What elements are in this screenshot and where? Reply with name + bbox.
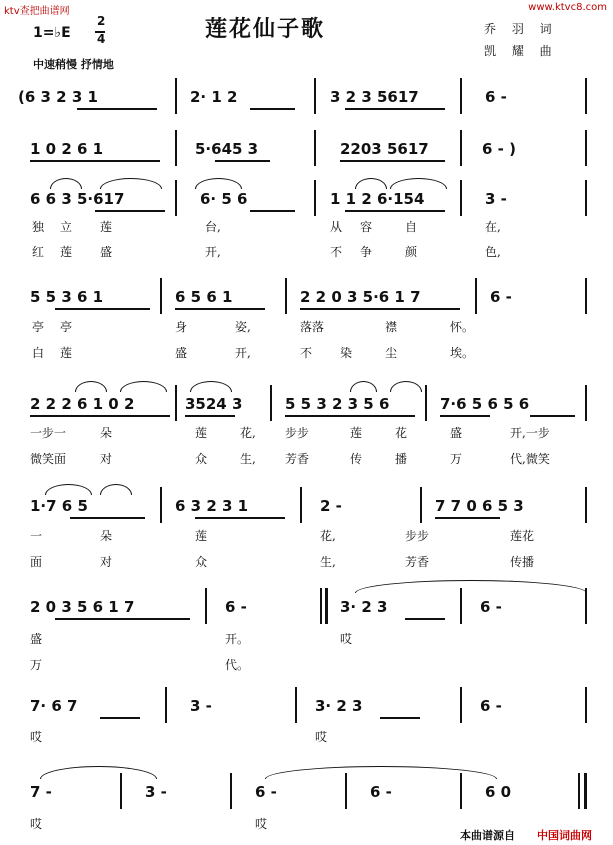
barline <box>585 687 587 723</box>
lyric-9-1-1: 哎 <box>30 817 43 831</box>
slur <box>120 381 167 392</box>
measure-9-1: 7 - <box>30 783 52 801</box>
barline <box>460 687 462 723</box>
lyric-4-1-3: 身 <box>175 320 188 334</box>
lyric-3-2-3: 盛 <box>100 245 113 259</box>
barline <box>475 278 477 314</box>
measure-4-1: 5 5 3 6 1 <box>30 288 104 306</box>
slur <box>75 381 107 392</box>
underline <box>435 517 500 519</box>
lyric-3-1-3: 莲 <box>100 220 113 234</box>
lyric-4-2-1: 白 <box>32 346 45 360</box>
lyric-7-1-2: 开。 <box>225 632 250 646</box>
underline <box>100 717 140 719</box>
lyric-3-1-1: 独 <box>32 220 45 234</box>
lyric-5-2-8: 万 <box>450 452 463 466</box>
barline <box>320 588 322 624</box>
measure-9-2: 3 - <box>145 783 167 801</box>
lyric-3-2-6: 争 <box>360 245 373 259</box>
barline <box>175 180 177 216</box>
barline <box>270 385 272 421</box>
underline <box>440 415 490 417</box>
lyric-7-1-1: 盛 <box>30 632 43 646</box>
underline <box>250 108 295 110</box>
lyric-5-2-7: 播 <box>395 452 408 466</box>
underline <box>345 210 445 212</box>
slur <box>265 766 497 779</box>
lyric-5-2-5: 芳香 <box>285 452 310 466</box>
barline <box>325 588 328 624</box>
watermark-right: www.ktvc8.com <box>528 2 607 13</box>
lyric-3-1-7: 自 <box>405 220 418 234</box>
lyric-4-1-7: 怀。 <box>450 320 475 334</box>
lyricist: 乔 羽 词 <box>484 22 558 36</box>
lyric-3-2-1: 红 <box>32 245 45 259</box>
measure-5-4: 7·6 5 6 5 6 <box>440 395 530 413</box>
lyric-7-2-1: 万 <box>30 658 43 672</box>
barline <box>585 278 587 314</box>
measure-3-2: 6· 5 6 <box>200 190 248 208</box>
barline <box>460 78 462 114</box>
measure-4-4: 6 - <box>490 288 512 306</box>
lyric-9-1-2: 哎 <box>255 817 268 831</box>
barline <box>585 385 587 421</box>
measure-2-1: 1 0 2 6 1 <box>30 140 104 158</box>
lyric-3-1-2: 立 <box>60 220 73 234</box>
tempo-marking: 中速稍慢 抒情地 <box>33 58 114 71</box>
lyric-4-2-3: 盛 <box>175 346 188 360</box>
lyric-6-1-5: 步步 <box>405 529 430 543</box>
lyric-4-2-2: 莲 <box>60 346 73 360</box>
measure-1-2: 2· 1 2 <box>190 88 238 106</box>
lyric-3-1-6: 容 <box>360 220 373 234</box>
watermark-left: ktv查把曲谱网 <box>4 6 70 17</box>
barline <box>314 130 316 166</box>
lyric-8-1-2: 哎 <box>315 730 328 744</box>
measure-2-3: 2203 5617 <box>340 140 429 158</box>
lyric-7-1-3: 哎 <box>340 632 353 646</box>
slur <box>190 381 232 392</box>
underline <box>300 308 460 310</box>
lyric-6-2-1: 面 <box>30 555 43 569</box>
measure-6-1: 1·7 6 5 <box>30 497 88 515</box>
barline <box>585 180 587 216</box>
lyric-6-2-5: 芳香 <box>405 555 430 569</box>
lyric-5-2-4: 生, <box>240 452 256 466</box>
underline <box>345 108 445 110</box>
lyric-5-1-1: 一步一 <box>30 426 67 440</box>
lyric-5-2-1: 微笑面 <box>30 452 67 466</box>
lyric-6-2-6: 传播 <box>510 555 535 569</box>
underline <box>185 415 235 417</box>
slur <box>45 484 92 495</box>
lyric-4-2-8: 埃。 <box>450 346 475 360</box>
lyric-8-1-1: 哎 <box>30 730 43 744</box>
measure-3-3: 1 1 2 6·154 <box>330 190 425 208</box>
lyric-3-2-4: 开, <box>205 245 221 259</box>
lyric-5-1-7: 花 <box>395 426 408 440</box>
source-text: 本曲谱源自 <box>460 829 515 842</box>
barline <box>460 180 462 216</box>
lyric-3-1-8: 在, <box>485 220 501 234</box>
slur <box>40 766 157 779</box>
barline <box>230 773 232 809</box>
lyric-3-2-8: 色, <box>485 245 501 259</box>
measure-5-2: 3524 3 <box>185 395 243 413</box>
barline <box>460 130 462 166</box>
barline <box>585 78 587 114</box>
lyric-4-2-6: 染 <box>340 346 353 360</box>
lyric-5-2-3: 众 <box>195 452 208 466</box>
slur <box>195 178 242 189</box>
barline <box>165 687 167 723</box>
lyric-3-1-5: 从 <box>330 220 343 234</box>
underline <box>30 415 170 417</box>
measure-9-4: 6 - <box>370 783 392 801</box>
barline <box>175 130 177 166</box>
barline <box>285 278 287 314</box>
lyric-6-2-3: 众 <box>195 555 208 569</box>
slur <box>355 178 387 189</box>
underline <box>55 308 150 310</box>
measure-7-1: 2 0 3 5 6 1 7 <box>30 598 135 616</box>
measure-7-3: 3· 2 3 <box>340 598 388 616</box>
measure-1-4: 6 - <box>485 88 507 106</box>
underline <box>195 517 285 519</box>
slur <box>390 381 422 392</box>
barline <box>314 78 316 114</box>
underline <box>77 108 157 110</box>
lyric-3-2-7: 颜 <box>405 245 418 259</box>
lyric-3-2-5: 不 <box>330 245 343 259</box>
lyric-6-2-4: 生, <box>320 555 336 569</box>
measure-1-1: (6 3 2 3 1 <box>18 88 98 106</box>
lyric-5-2-9: 代,微笑 <box>510 452 550 466</box>
measure-2-2: 5·645 3 <box>195 140 259 158</box>
lyric-6-1-4: 花, <box>320 529 336 543</box>
measure-9-3: 6 - <box>255 783 277 801</box>
measure-8-1: 7· 6 7 <box>30 697 78 715</box>
barline <box>584 773 587 809</box>
barline <box>314 180 316 216</box>
composer: 凯 耀 曲 <box>484 44 558 58</box>
barline <box>160 278 162 314</box>
barline <box>585 130 587 166</box>
lyric-3-1-4: 台, <box>205 220 221 234</box>
slur <box>100 484 132 495</box>
measure-8-4: 6 - <box>480 697 502 715</box>
barline <box>585 487 587 523</box>
measure-4-3: 2 2 0 3 5·6 1 7 <box>300 288 421 306</box>
time-signature-bottom: 4 <box>97 32 106 46</box>
lyric-4-1-4: 姿, <box>235 320 251 334</box>
slur <box>355 580 587 593</box>
lyric-6-1-1: 一 <box>30 529 43 543</box>
lyric-5-1-6: 莲 <box>350 426 363 440</box>
underline <box>30 160 160 162</box>
lyric-5-2-2: 对 <box>100 452 113 466</box>
lyric-5-1-3: 莲 <box>195 426 208 440</box>
lyric-7-2-2: 代。 <box>225 658 250 672</box>
underline <box>285 415 415 417</box>
lyric-4-2-4: 开, <box>235 346 251 360</box>
lyric-6-2-2: 对 <box>100 555 113 569</box>
measure-6-4: 7 7 0 6 5 3 <box>435 497 524 515</box>
underline <box>55 618 190 620</box>
lyric-5-1-4: 花, <box>240 426 256 440</box>
barline <box>460 588 462 624</box>
barline <box>578 773 580 809</box>
underline <box>95 210 165 212</box>
lyric-4-2-5: 不 <box>300 346 313 360</box>
measure-5-3: 5 5 3 2 3 5 6 <box>285 395 390 413</box>
measure-9-5: 6 0 <box>485 783 512 801</box>
lyric-5-1-9: 开,一步 <box>510 426 550 440</box>
lyric-4-1-5: 落落 <box>300 320 325 334</box>
lyric-4-1-1: 亭 <box>32 320 45 334</box>
lyric-3-2-2: 莲 <box>60 245 73 259</box>
measure-7-4: 6 - <box>480 598 502 616</box>
barline <box>175 78 177 114</box>
underline <box>250 210 295 212</box>
source-site: 中国词曲网 <box>537 829 592 842</box>
lyric-6-1-6: 莲花 <box>510 529 535 543</box>
underline <box>380 717 420 719</box>
measure-1-3: 3 2 3 5617 <box>330 88 419 106</box>
measure-7-2: 6 - <box>225 598 247 616</box>
barline <box>300 487 302 523</box>
slur <box>390 178 447 189</box>
lyric-6-1-2: 朵 <box>100 529 113 543</box>
time-signature-top: 2 <box>97 14 106 28</box>
key-signature: 1=♭E <box>33 25 71 41</box>
slur <box>350 381 377 392</box>
measure-6-2: 6 3 2 3 1 <box>175 497 249 515</box>
slur <box>50 178 82 189</box>
measure-3-4: 3 - <box>485 190 507 208</box>
measure-6-3: 2 - <box>320 497 342 515</box>
underline <box>70 517 145 519</box>
lyric-5-2-6: 传 <box>350 452 363 466</box>
underline <box>340 160 445 162</box>
underline <box>530 415 575 417</box>
measure-5-1: 2 2 2 6 1 0 2 <box>30 395 135 413</box>
underline <box>405 618 445 620</box>
barline <box>295 687 297 723</box>
slur <box>100 178 162 189</box>
lyric-4-1-6: 襟 <box>385 320 398 334</box>
lyric-4-2-7: 尘 <box>385 346 398 360</box>
measure-4-2: 6 5 6 1 <box>175 288 233 306</box>
barline <box>205 588 207 624</box>
barline <box>420 487 422 523</box>
measure-2-4: 6 - ) <box>482 140 516 158</box>
barline <box>585 588 587 624</box>
lyric-4-1-2: 亭 <box>60 320 73 334</box>
barline <box>160 487 162 523</box>
barline <box>425 385 427 421</box>
barline <box>175 385 177 421</box>
measure-8-3: 3· 2 3 <box>315 697 363 715</box>
lyric-5-1-8: 盛 <box>450 426 463 440</box>
lyric-6-1-3: 莲 <box>195 529 208 543</box>
underline <box>215 160 270 162</box>
lyric-5-1-2: 朵 <box>100 426 113 440</box>
lyric-5-1-5: 步步 <box>285 426 310 440</box>
underline <box>175 308 265 310</box>
measure-8-2: 3 - <box>190 697 212 715</box>
song-title: 莲花仙子歌 <box>205 16 326 42</box>
measure-3-1: 6 6 3 5·617 <box>30 190 125 208</box>
